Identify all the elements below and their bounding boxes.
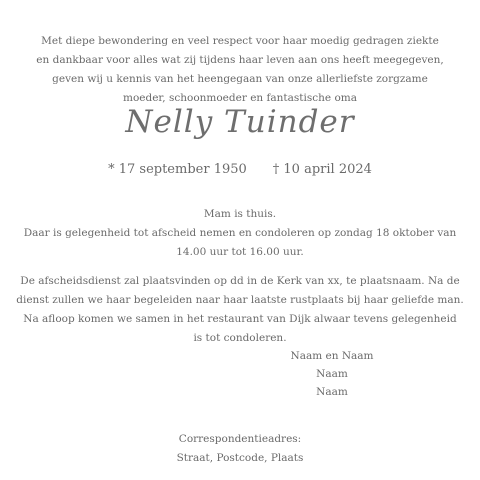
family-names [282, 347, 382, 401]
death-date: † 10 april 2024 [272, 162, 372, 177]
intro-line: en dankbaar voor alles wat zij tijdens haar leven aan ons heeft meegegeven, [36, 54, 444, 66]
family-name: Naam en Naam [290, 350, 374, 362]
family-name: Naam [316, 368, 348, 380]
service-line: dienst zullen we haar begeleiden naar haar laatste rustplaats bij haar geliefde man. [16, 294, 464, 306]
address-label: Correspondentieadres: [178, 433, 302, 445]
deceased-name: Nelly Tuinder [125, 104, 355, 140]
visitation-line: Daar is gelegenheid tot afscheid nemen en condoleren op zondag 18 oktober van [23, 227, 457, 239]
life-dates [0, 162, 480, 177]
family-name: Naam [316, 386, 348, 398]
intro-line: geven wij u kennis van het heengegaan van onze allerliefste zorgzame [52, 73, 428, 85]
address-value: Straat, Postcode, Plaats [176, 452, 304, 464]
intro-text [0, 32, 480, 108]
intro-line: moeder, schoonmoeder en fantastische oma [123, 92, 357, 104]
correspondence-address [0, 430, 480, 468]
visitation-text [0, 205, 480, 262]
service-line: De afscheidsdienst zal plaatsvinden op dd in de Kerk van xx, te plaatsnaam. Na de [20, 275, 460, 287]
birth-date: * 17 september 1950 [108, 162, 247, 177]
service-line: Na afloop komen we samen in het restaurant van Dijk alwaar tevens gelegenheid [23, 313, 457, 325]
visitation-line: 14.00 uur tot 16.00 uur. [176, 246, 304, 258]
service-text [0, 272, 480, 348]
service-line: is tot condoleren. [193, 332, 287, 344]
visitation-line: Mam is thuis. [203, 208, 277, 220]
intro-line: Met diepe bewondering en veel respect voor haar moedig gedragen ziekte [41, 35, 439, 47]
